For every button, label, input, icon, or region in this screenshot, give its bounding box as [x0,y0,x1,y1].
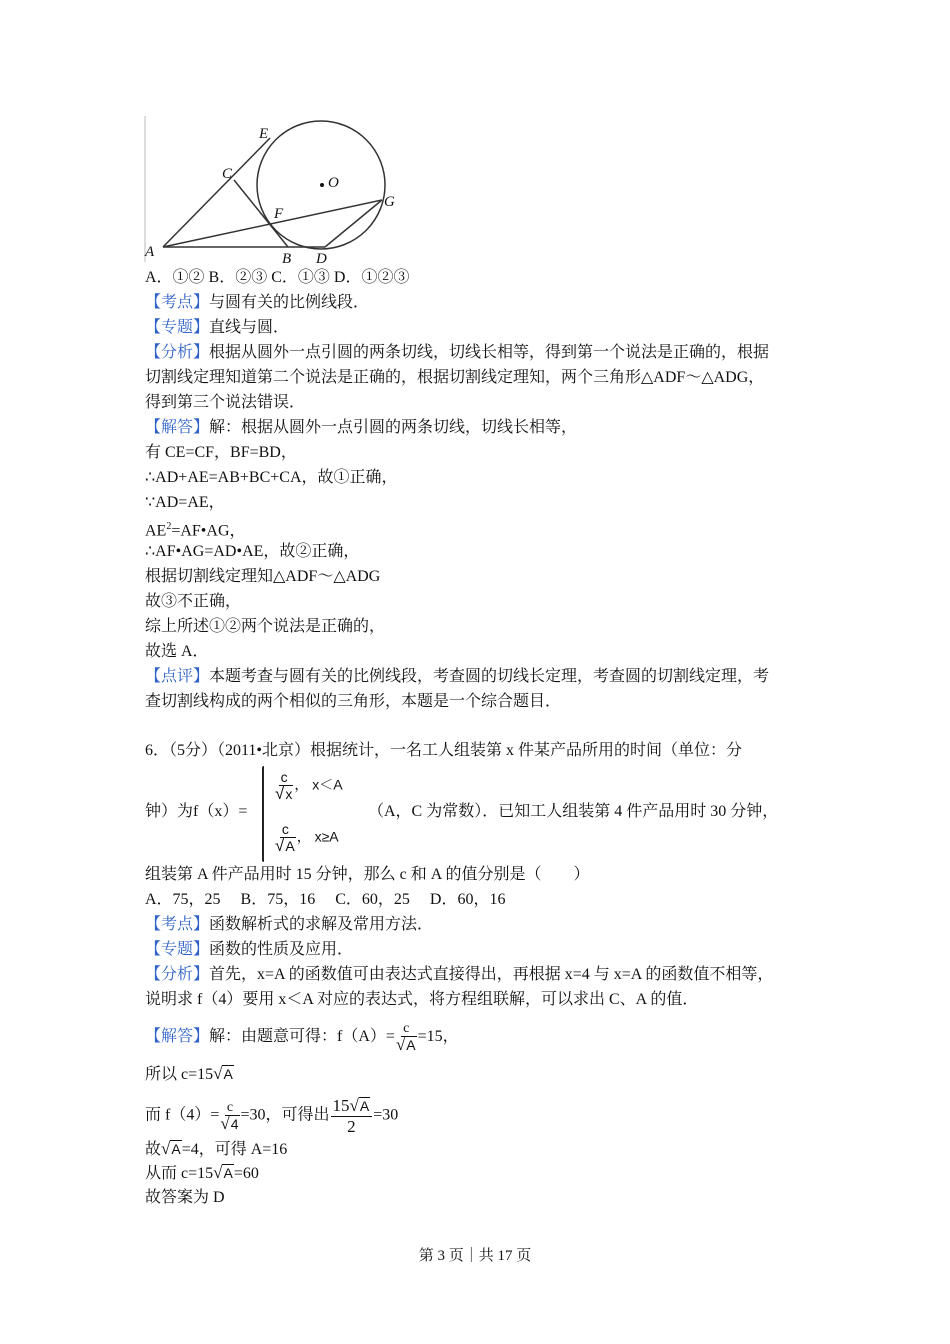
tag: 【分析】 [145,344,210,361]
den: 2 [347,1117,356,1136]
tag: 【考点】 [145,294,210,311]
rad: 4 [230,1115,239,1132]
t: 故 [145,1141,162,1158]
q5-step: 综上所述①②两个说法是正确的， [145,618,386,635]
q5-step: ∴AF•AG=AD•AE，故②正确， [145,543,360,560]
q6-step: 而 f（4）= $\frac{c}{√4}$ =30，可得出 $\frac{15√A}{2}$ =30 [145,1096,399,1136]
t: =30 [373,1106,399,1124]
q6-zhuanti [145,937,353,962]
label-O: O [328,175,339,191]
num: c [226,1099,234,1115]
q6-stem: （A，C 为常数）．已知工人组装第 4 件产品用时 30 分钟， [368,803,779,820]
q5-kaodian [145,290,369,315]
q6-kaodian [145,912,433,937]
num: c [281,821,289,837]
text: 解：根据从圆外一点引圆的两条切线，切线长相等， [209,419,578,436]
q5-dianping-line: 查切割线构成的两个相似的三角形，本题是一个综合题目． [145,693,562,710]
tag: 【点评】 [145,668,210,685]
rad: A [171,1141,181,1157]
text: 本题考查与圆有关的比例线段，考查圆的切线长定理，考查圆的切割线定理，考 [209,668,770,685]
t: =30，可得出 [240,1106,330,1124]
tag: 【解答】 [145,1028,210,1046]
t: 而 f（4）= [145,1106,220,1124]
t: 所以 c=15 [145,1066,214,1083]
cond: ， x≥A [296,828,339,845]
q5-fenxi-line: 切割线定理知道第二个说法是正确的，根据切割线定理知，两个三角形△ADF～△ADG， [145,369,765,386]
q6-step: 故√A=4，可得 A=16 [145,1139,288,1158]
text: 与圆有关的比例线段． [209,294,370,311]
num: 15 [332,1096,350,1115]
tag: 【专题】 [145,319,210,336]
q6-fenxi [145,962,773,987]
text: 根据从圆外一点引圆的两条切线，切线长相等，得到第一个说法是正确的，根据 [209,344,770,361]
q6-step: 故答案为 D [145,1189,225,1206]
q6-stem: 组装第 A 件产品用时 15 分钟，那么 c 和 A 的值分别是（ ） [145,866,590,883]
t: 从而 c=15 [145,1165,214,1182]
q5-step: 有 CE=CF，BF=BD， [145,444,297,461]
q6-options: A．75，25 B．75，16 C．60，25 D．60，16 [145,891,506,908]
q6-fenxi-line: 说明求 f（4）要用 x＜A 对应的表达式，将方程组联解，可以求出 C、A 的值． [145,991,699,1008]
rad: A [223,1165,233,1181]
q6-step: 所以 c=15√A [145,1064,233,1083]
tag: 【解答】 [145,419,210,436]
q5-step: 故③不正确， [145,593,242,610]
t: AE [145,522,167,540]
q6-step: 从而 c=15√A=60 [145,1163,259,1182]
case-2: $\frac{c}{√A}$ ， x≥A [275,821,339,855]
rad: A [223,1066,233,1082]
tag: 【专题】 [145,941,210,958]
q5-fenxi-line: 得到第三个说法错误． [145,394,306,411]
q5-step: 故选 A． [145,643,209,660]
case-1: $\frac{c}{√x}$ ， x＜A [275,769,343,803]
q5-dianping [145,664,769,689]
circle-tangent-figure [140,112,400,267]
rad: A [359,1098,370,1114]
rad: A [406,1037,416,1053]
q5-step: ∵AD=AE， [145,494,225,511]
label-D: D [316,251,327,267]
text: 函数解析式的求解及常用方法． [209,916,434,933]
q5-step: 根据切割线定理知△ADF～△ADG [145,568,381,585]
q5-fenxi [145,340,769,365]
label-A: A [145,244,155,260]
label-E: E [259,126,269,142]
tag: 【分析】 [145,966,210,983]
q6-jieda: 【解答】解：由题意可得：f（A）= $\frac{c}{√A}$ =15， [145,1021,459,1054]
cond: ， x＜A [294,776,343,793]
rad: A [285,838,295,854]
text: 直线与圆． [209,319,290,336]
q6-stem: 6．（5分）（2011•北京）根据统计，一名工人组装第 x 件某产品所用的时间（单位：分 [145,742,743,759]
rad: x [285,786,293,802]
piecewise-brace [262,766,343,862]
tag: 【考点】 [145,916,210,933]
label-G: G [384,194,395,210]
t: =4，可得 A=16 [181,1141,288,1158]
q5-options: A．①② B．②③ C．①③ D．①②③ [145,269,410,286]
label-C: C [222,166,233,182]
text: 首先，x=A 的函数值可由表达式直接得出，再根据 x=4 与 x=A 的函数值不相等， [209,966,774,983]
t: =AF•AG， [171,522,246,540]
label-F: F [274,206,284,222]
num: c [280,769,288,785]
t: =15， [417,1028,459,1046]
q5-jieda [145,415,577,440]
text: 函数的性质及应用． [209,941,354,958]
sup: 2 [166,521,172,532]
q6-stem: 钟）为f（x）= [145,803,248,820]
page-footer: 第 3 页｜共 17 页 [418,1248,532,1264]
q5-step: ∴AD+AE=AB+BC+CA，故①正确， [145,469,398,486]
t: =60 [233,1165,259,1182]
t: 解：由题意可得：f（A）= [209,1028,395,1046]
num: c [403,1021,410,1036]
q5-zhuanti [145,315,289,340]
label-B: B [282,251,292,267]
